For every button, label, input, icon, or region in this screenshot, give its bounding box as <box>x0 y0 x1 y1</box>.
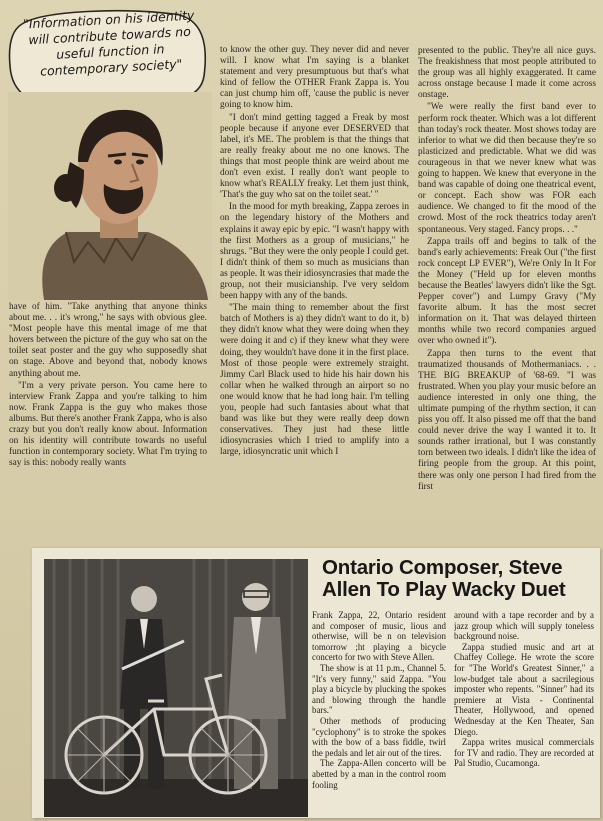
clipping-headline: Ontario Composer, Steve Allen To Play Wacky Duet <box>322 556 566 601</box>
paragraph: The Zappa-Allen concerto will be abetted by a man in the control room fooling <box>312 758 446 790</box>
clipping-column-1 <box>312 610 446 818</box>
paragraph: Zappa then turns to the event that traumatized thousands of Mothermaniacs. . . THE BIG BREAKUP of '68-69. "I was frustrated. When you play your music before an audience interested in only one thing, the ultimate pumping of the rhythm section, it can piss you off. It also pissed me off that the band could never drive the way I wanted it to. It sounds rather irrational, but I was constantly torn between two ideals. I didn't like the idea of firing people from the group. At this point, there was only one person I had fired from the first <box>418 348 596 492</box>
article-column-2 <box>220 45 409 623</box>
paragraph: presented to the public. They're all nice guys. The freakishness that most people attributed to the group was all highly exaggerated. It came across onstage because I made it come across onstage. <box>418 46 596 101</box>
paragraph: Zappa trails off and begins to talk of the band's early achievements: Freak Out ("the first rock concept LP EVER"), We're Only In It For the Money ("Held up for eleven months because the Beatles' lawyers didn't like the Sgt. Pepper cover") and Lumpy Gravy ("My favorite album. It has the most secret information on it. That was delayed thirteen months while two record companies argued over who owned it"). <box>418 236 596 347</box>
paragraph: around with a tape recorder and by a jazz group which will supply toneless background noise. <box>454 610 594 642</box>
zappa-portrait-photo <box>8 92 212 300</box>
paragraph: The show is at 11 p.m., Channel 5. "It's very funny," said Zappa. "You play a bicycle by plucking the spokes and blowing through the handle bars." <box>312 662 446 716</box>
paragraph: have of him. "Take anything that anyone thinks about me. . . it's wrong," he says with obvious glee. "Most people have this mental image of me that hovers between the picture of the guy who sat on the toilet seat poster and the guy who supposedly shat on stage. Above and beyond that, nobody knows anything about me. <box>9 302 207 379</box>
paragraph: "I don't mind getting tagged a Freak by most people because if anyone ever DESERVED that label, it's ME. The problem is that the things that are really freaky about me no one knows. The things that most people think are weird about me don't even exist. I really don't want people to know what's REALLY freaky. Let them just think, 'That's the guy who sat on the toilet seat.' " <box>220 112 409 201</box>
paragraph: Other methods of producing "cyclophony" is to stroke the spokes with the bow of a bass fiddle, twirl the pedals and let air out of the tires. <box>312 715 446 758</box>
clipping-column-2 <box>454 610 594 818</box>
paragraph: Zappa studied music and art at Chaffey College. He wrote the score for "The World's Greatest Sinner," a low-budget tale about a sacrilegious imposter who repents. "Sinner" had its premiere at Vista - Continental Theater, Hollywood, and opened Wednesday at the Ken Theater, San Diego. <box>454 641 594 737</box>
zappa-allen-bicycle-photo <box>44 559 308 817</box>
paragraph: "I'm a very private person. You came here to interview Frank Zappa and you're talking to him now. Frank Zappa is the guy who makes those albums. But there's another Frank Zappa, who is also crazy but you don't really know about. Information on his identity will contribute towards no useful function in contemporary society. What I'm trying to say is this: nobody really wants <box>9 380 207 469</box>
paragraph: In the mood for myth breaking, Zappa zeroes in on the legendary history of the Mothers and explains it away epic by epic. "I wasn't happy with the first Mothers as a group of musicians," he shrugs. "But they were the only people I could get. I didn't think of them so much as musicians than as people. It was their idiosyncrasies that made the group, not their musicianship. I've very seldom been happy with any of the bands. <box>220 202 409 302</box>
paragraph: Frank Zappa, 22, Ontario resident and composer of music, lious and otherwise, will be n on television tomorrow ;ht playing a bicycle concerto for two with Steve Allen. <box>312 610 446 663</box>
paragraph: "We were really the first band ever to perform rock theater. Which was a lot different than today's rock theater. Most shows today are inferior to what we did then because they're so plasticized and predictable. What we did was courageous in that we never knew what was going to happen. We knew that everyone in the band was capable of doing one theatrical event, or concept. Each show was FOR each audience. We changed to fit the mood of the crowd. Most of the rock theatrics today aren't spontaneous. Very staged. Fancy props. . ." <box>418 102 596 235</box>
speech-bubble-text: "Information on his identity will contribute towards no useful function in contemporary society" <box>22 7 195 79</box>
article-column-3 <box>418 46 596 623</box>
paragraph: to know the other guy. They never did and never will. I know what I'm saying is a blanket statement and very presumptuous but that's what kind of fellow the OTHER Frank Zappa is. You can just chump him off, 'cause the public is never going to know him. <box>220 45 409 111</box>
paragraph: "The main thing to remember about the first batch of Mothers is a) they didn't want to do it, b) they didn't know what they were doing when they were doing it and c) if they knew what they were doing, they wouldn't have done it in the first place. Most of those people were extremely straight. Jimmy Carl Black used to hide his hair down his collar when he walked through an airport so no one would know that he had long hair. I'm telling you, people had such fantasies about what that band was like but they were really deep down conservatives. They just had these little idiosyncrasies which I tried to amplify into a large, idiosyncratic unit which I <box>220 303 409 458</box>
paragraph: Zappa writes musical commercials for TV and radio. They are recorded at Pal Studio, Cucamonga. <box>454 737 594 769</box>
